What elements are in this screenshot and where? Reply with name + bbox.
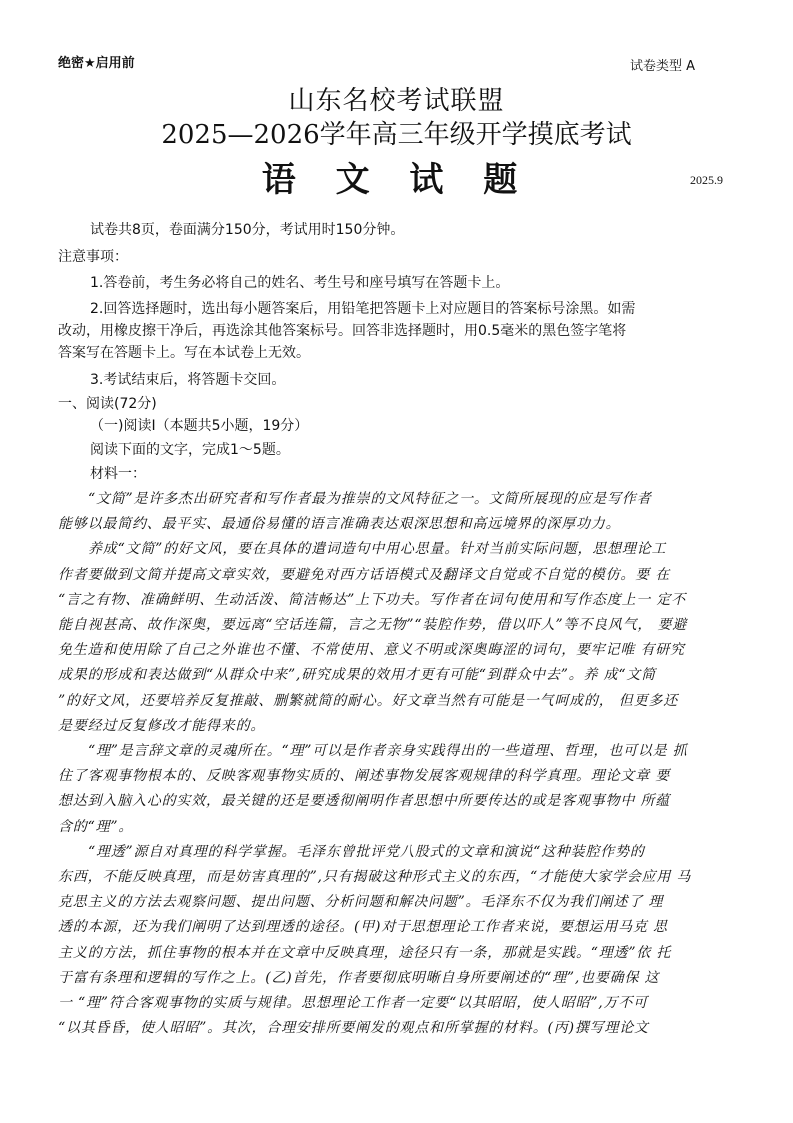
paper-type-label: 试卷类型 A: [630, 59, 696, 74]
passage-line: 住了客观事物根本的、反映客观事物实质的、阐述事物发展客观规律的科学真理。理论文章 要: [58, 768, 671, 785]
passage-line: 能够以最简约、最平实、最通俗易懂的语言准确表达艰深思想和高远境界的深厚功力。: [58, 516, 621, 533]
notice-item-3: 3.考试结束后，将答题卡交回。: [90, 372, 286, 388]
passage-line: “理透”源自对真理的科学掌握。毛泽东曾批评党八股式的文章和演说“这种装腔作势的: [88, 843, 645, 860]
notice-item-1: 1.答卷前，考生务必将自己的姓名、考生号和座号填写在答题卡上。: [90, 275, 510, 291]
passage-line: “理”是言辞文章的灵魂所在。“理”可以是作者亲身实践得出的一些道理、哲理，也可以是 抓: [88, 743, 688, 759]
confidential-label: 绝密★启用前: [58, 56, 135, 71]
passage-line: 作者要做到文简并提高文章实效，要避免对西方话语模式及翻译文自觉或不自觉的模仿。要 在: [58, 566, 671, 583]
exam-union-title: 山东名校考试联盟: [288, 86, 505, 116]
passage-line: “以其昏昏，使人昭昭”。其次，合理安排所要阐发的观点和所掌握的材料。(丙)撰写理论文: [58, 1020, 649, 1037]
notice-item-2-line-1: 2.回答选择题时，选出每小题答案后，用铅笔把答题卡上对应题目的答案标号涂黑。如需: [90, 301, 636, 317]
passage-line: ”的好文风，还要培养反复推敲、删繁就简的耐心。好文章当然有可能是一气呵成的， 但更多还: [58, 692, 679, 709]
notice-heading: 注意事项：: [58, 249, 128, 265]
material-one-label: 材料一：: [90, 466, 146, 482]
passage-line: 东西，不能反映真理，而是妨害真理的”,只有揭破这种形式主义的东西，“才能使大家学会应用 马: [58, 869, 692, 885]
passage-line: 含的“理”。: [58, 818, 134, 835]
passage-line: 免生造和使用除了自己之外谁也不懂、不常使用、意义不明或深奥晦涩的词句，要牢记唯 有研究: [58, 642, 685, 659]
notice-item-2-line-3: 答案写在答题卡上。写在本试卷上无效。: [58, 345, 310, 361]
passage-line: 克思主义的方法去观察问题、提出问题、分析问题和解决问题”。毛泽东不仅为我们阐述了 理: [58, 894, 664, 911]
exam-date: 2025.9: [690, 173, 723, 187]
passage-line: 能自视甚高、故作深奥，要远离“空话连篇，言之无物”“装腔作势，借以吓人”等不良风气， 要避: [58, 617, 688, 633]
passage-line: 一 “理”符合客观事物的实质与规律。思想理论工作者一定要“以其昭昭，使人昭昭”,万不可: [58, 995, 648, 1011]
passage-line: 于富有条理和逻辑的写作之上。(乙)首先，作者要彻底明晰自身所要阐述的“理”,也要确保 这: [58, 969, 660, 986]
passage-line: 成果的形成和表达做到“从群众中来”,研究成果的效用才更有可能“到群众中去”。养 成“文简: [58, 667, 656, 684]
reading-one-heading: （一)阅读I（本题共5小题，19分）: [90, 418, 309, 434]
task-instruction: 阅读下面的文字，完成1～5题。: [90, 442, 290, 458]
subject-title: 语 文 试 题: [261, 160, 532, 200]
passage-line: 养成“文简”的好文风，要在具体的遣词造句中用心思量。针对当前实际问题，思想理论工: [88, 541, 667, 558]
passage-line: “言之有物、准确鲜明、生动活泼、简洁畅达”上下功夫。写作者在词句使用和写作态度上一 定不: [58, 591, 686, 608]
exam-name-title: 2025—2026学年高三年级开学摸底考试: [161, 120, 632, 150]
passage-line: 想达到入脑入心的实效，最关键的还是要透彻阐明作者思想中所要传达的或是客观事物中 所蕴: [58, 793, 671, 810]
passage-line: 透的本源，还为我们阐明了达到理透的途径。(甲)对于思想理论工作者来说，要想运用马克 思: [58, 919, 668, 936]
passage-line: “文简”是许多杰出研究者和写作者最为推崇的文风特征之一。文简所展现的应是写作者: [88, 491, 652, 507]
notice-item-2-line-2: 改动，用橡皮擦干净后，再选涂其他答案标号。回答非选择题时，用0.5毫米的黑色签字笔将: [58, 323, 627, 339]
passage-line: 是要经过反复修改才能得来的。: [58, 717, 266, 734]
intro-text: 试卷共8页，卷面满分150分，考试用时150分钟。: [90, 222, 405, 238]
part-one-heading: 一、阅读(72分): [58, 396, 157, 412]
passage-line: 主义的方法，抓住事物的根本并在文章中反映真理，途径只有一条，那就是实践。“理透”依 托: [58, 944, 672, 961]
